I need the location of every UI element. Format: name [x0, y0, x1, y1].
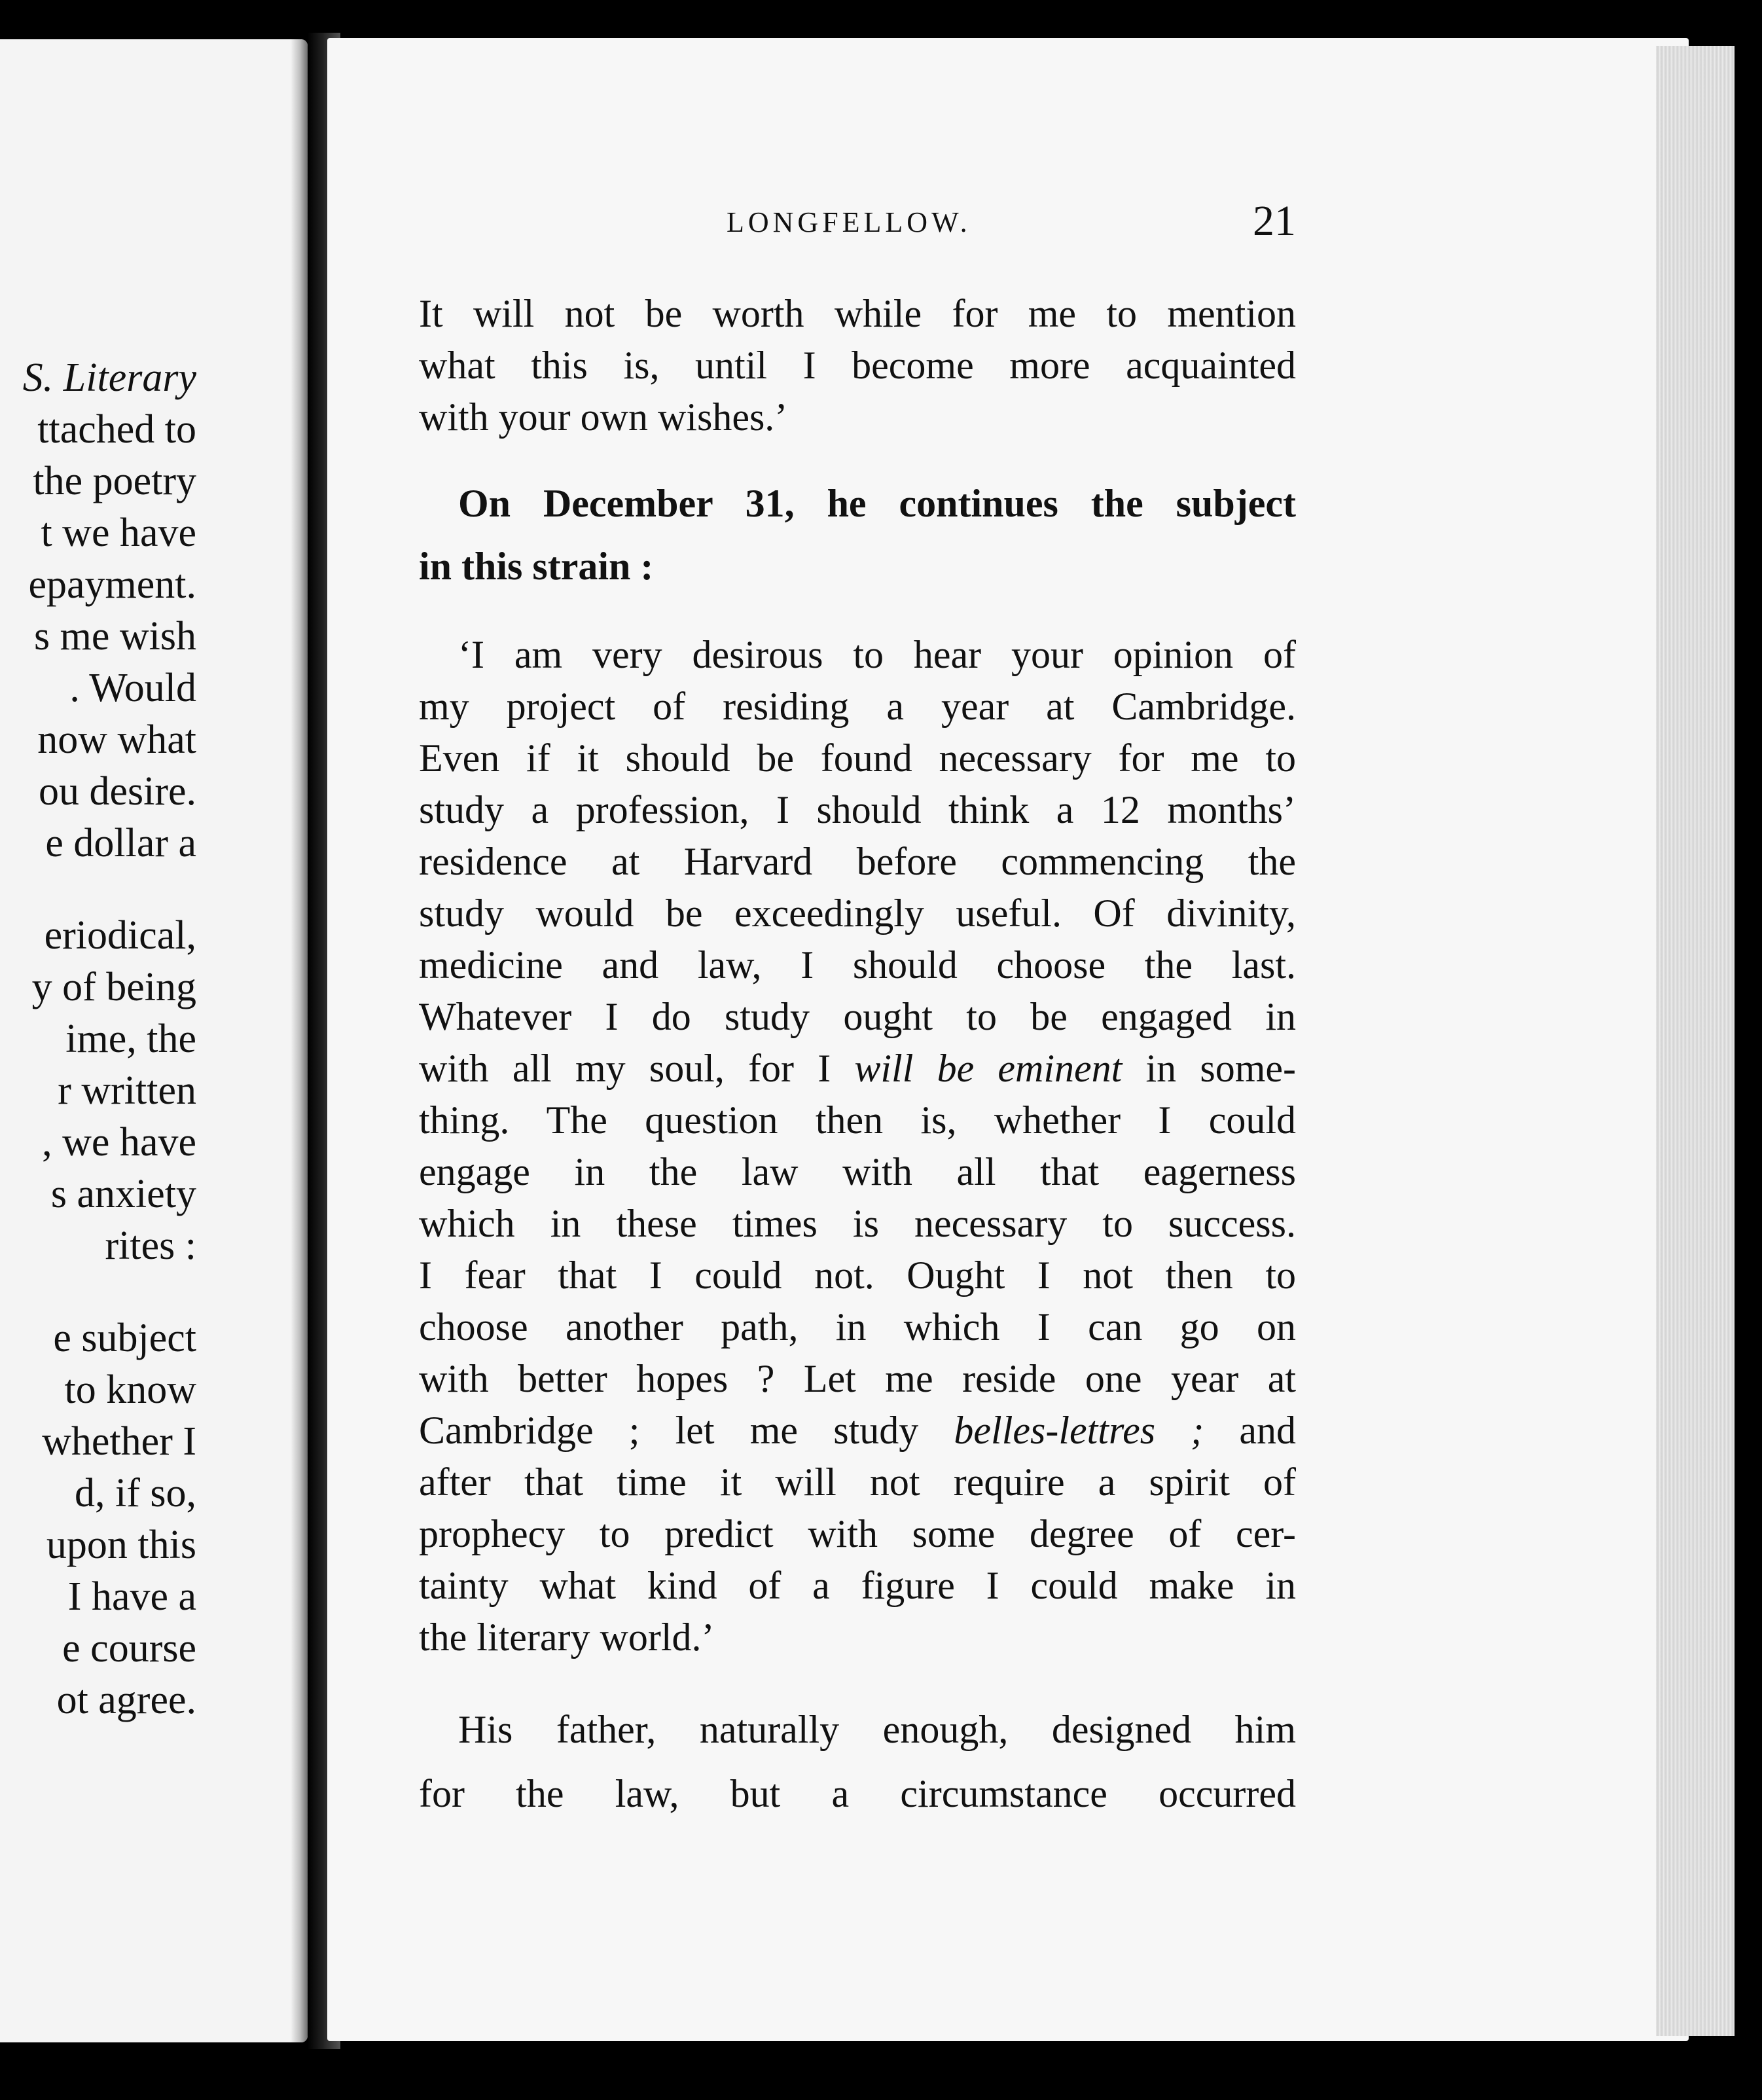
- left-page-gutter-shadow: [291, 39, 308, 2042]
- text-line: residence at Harvard before commencing the: [419, 840, 1296, 883]
- text-line: I fear that I could not. Ought I not then to: [419, 1254, 1296, 1297]
- text-line: in this strain :: [419, 545, 654, 588]
- text-line: after that time it will not require a spirit of: [419, 1460, 1296, 1504]
- left-page: [0, 39, 308, 2042]
- left-line: , we have: [42, 1120, 196, 1165]
- left-line: S. Literary: [22, 355, 196, 400]
- left-line: e course: [62, 1626, 196, 1671]
- left-line: the poetry: [33, 459, 196, 503]
- text-line: with better hopes ? Let me reside one year at: [419, 1357, 1296, 1400]
- text-line: ‘I am very desirous to hear your opinion of: [458, 633, 1296, 676]
- running-title: LONGFELLOW.: [727, 206, 971, 238]
- running-head: [419, 196, 1296, 249]
- left-line: s me wish: [34, 614, 196, 659]
- left-line: now what: [37, 717, 196, 762]
- paragraph-gap: [0, 869, 196, 910]
- left-line: t we have: [41, 511, 196, 555]
- text-line: [419, 1043, 1296, 1095]
- left-line: to know: [64, 1367, 196, 1412]
- italic-emphasis: will be eminent: [854, 1047, 1123, 1090]
- paragraph: [419, 288, 1296, 443]
- text-line: On December 31, he continues the subject: [458, 482, 1296, 525]
- text-line: for the law, but a circumstance occurred: [419, 1772, 1296, 1815]
- left-line: rites :: [105, 1223, 196, 1268]
- text-line: study a profession, I should think a 12 months’: [419, 788, 1296, 831]
- text-line: Whatever I do study ought to be engaged in: [419, 995, 1296, 1038]
- left-line: whether I: [42, 1419, 196, 1464]
- left-line: r written: [58, 1068, 196, 1113]
- left-line: I have a: [67, 1574, 196, 1619]
- text-line: It will not be worth while for me to mention: [419, 292, 1296, 335]
- text-line: engage in the law with all that eagerness: [419, 1150, 1296, 1193]
- text-line: [419, 1405, 1296, 1457]
- text-line: what this is, until I become more acquainted: [419, 344, 1296, 387]
- left-line: y of being: [31, 965, 196, 1009]
- left-line: s anxiety: [50, 1172, 196, 1216]
- left-line: e dollar a: [45, 821, 196, 865]
- italic-emphasis: belles-lettres ;: [954, 1409, 1204, 1452]
- text-line: which in these times is necessary to success.: [419, 1202, 1296, 1245]
- text-segment: with all my soul, for I: [419, 1047, 855, 1090]
- text-line: tainty what kind of a figure I could make in: [419, 1564, 1296, 1607]
- left-line: . Would: [69, 666, 196, 710]
- left-line: ou desire.: [38, 769, 196, 814]
- text-line: His father, naturally enough, designed him: [458, 1708, 1296, 1751]
- quote-paragraph: [419, 629, 1296, 1663]
- left-line: e subject: [53, 1316, 196, 1360]
- left-line: epayment.: [28, 562, 196, 607]
- paragraph: [419, 472, 1296, 598]
- text-line: medicine and law, I should choose the last.: [419, 943, 1296, 987]
- left-line: ttached to: [37, 407, 196, 452]
- text-line: Even if it should be found necessary for me to: [419, 736, 1296, 780]
- left-line: d, if so,: [75, 1471, 196, 1515]
- text-line: with your own wishes.’: [419, 395, 788, 439]
- page-number: 21: [1253, 197, 1296, 245]
- left-line: ime, the: [65, 1017, 196, 1061]
- text-line: the literary world.’: [419, 1616, 715, 1659]
- body-text: [419, 288, 1296, 1826]
- paragraph: [419, 1697, 1296, 1826]
- text-segment: and: [1204, 1409, 1297, 1452]
- text-line: thing. The question then is, whether I could: [419, 1098, 1296, 1142]
- page-edges: [1656, 46, 1735, 2036]
- left-line: ot agree.: [56, 1678, 196, 1722]
- text-line: my project of residing a year at Cambridge.: [419, 685, 1296, 728]
- text-segment: Cambridge ; let me study: [419, 1409, 954, 1452]
- text-line: prophecy to predict with some degree of cer-: [419, 1512, 1296, 1555]
- left-line: upon this: [46, 1523, 196, 1567]
- text-segment: in some-: [1122, 1047, 1296, 1090]
- paragraph-gap: [0, 1272, 196, 1312]
- left-line: eriodical,: [44, 913, 196, 958]
- text-line: study would be exceedingly useful. Of divinity,: [419, 892, 1296, 935]
- left-page-text: [0, 352, 196, 1726]
- text-line: choose another path, in which I can go on: [419, 1305, 1296, 1349]
